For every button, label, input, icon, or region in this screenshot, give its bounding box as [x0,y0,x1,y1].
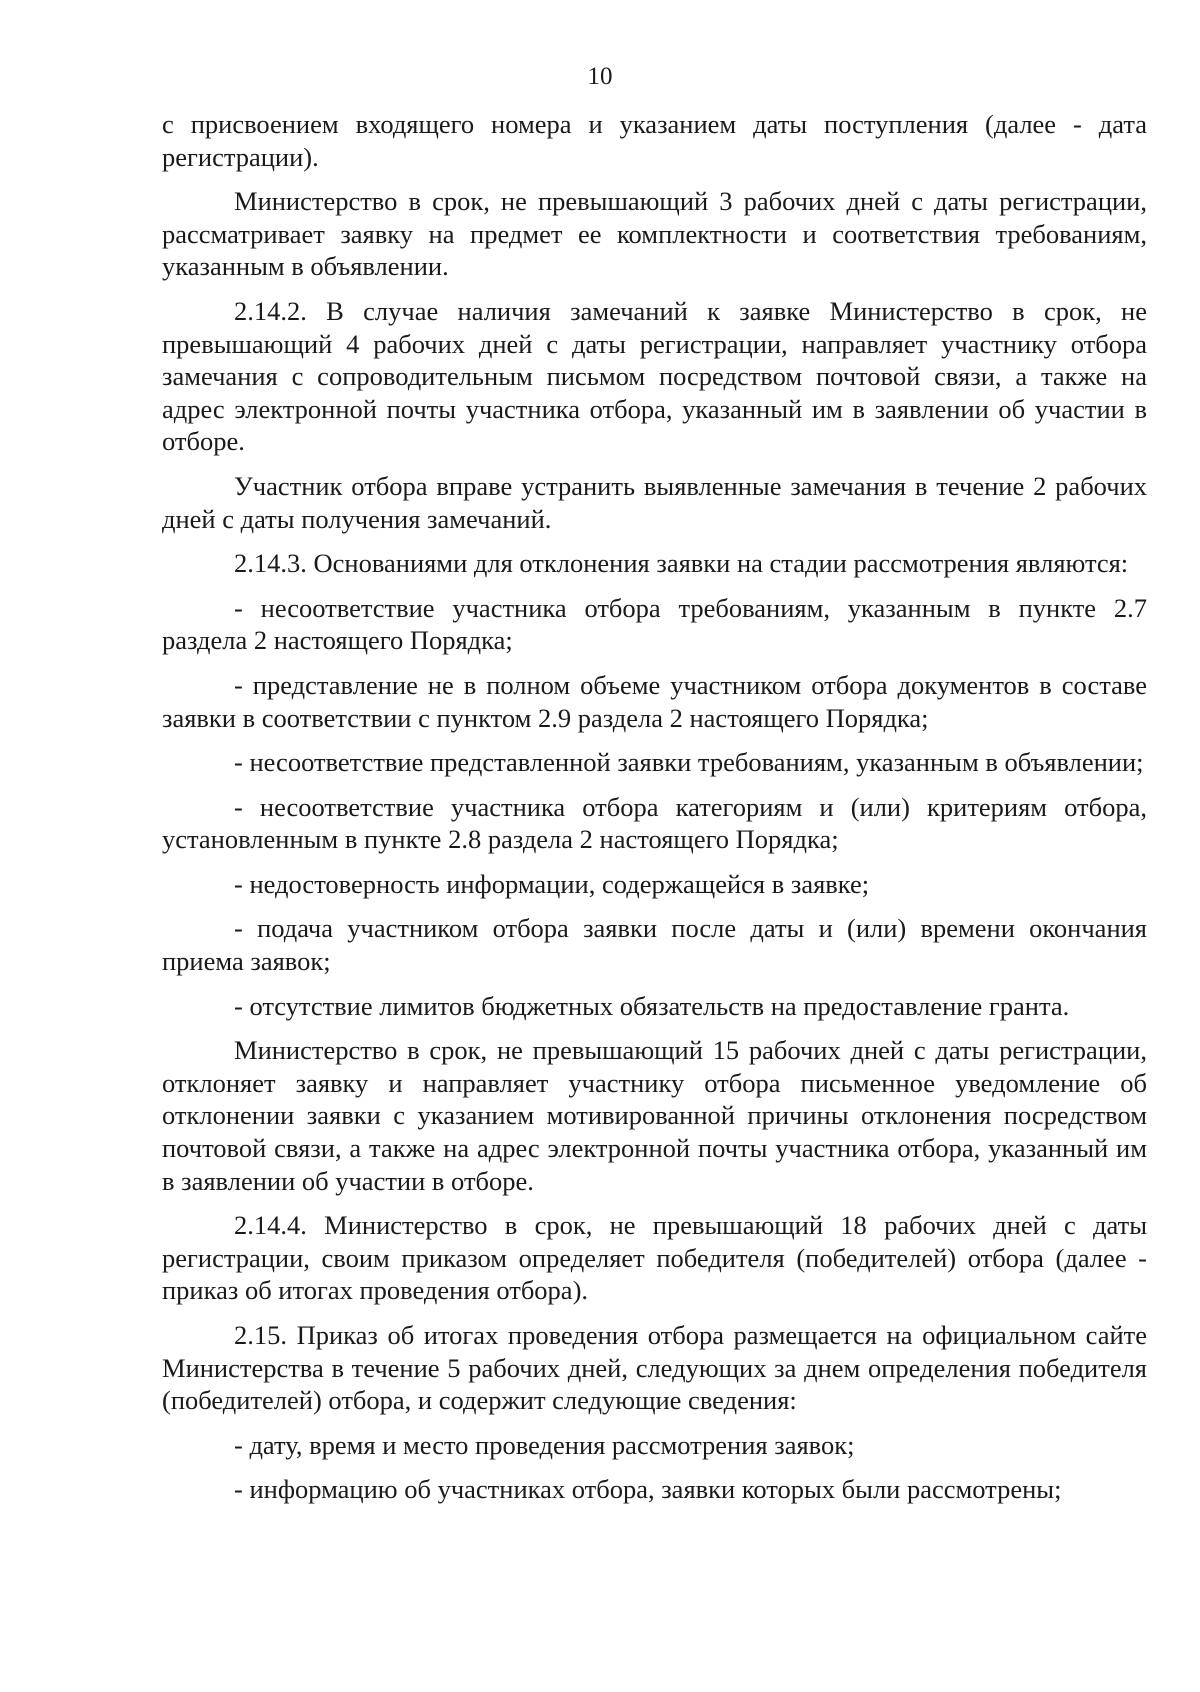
list-item: - несоответствие представленной заявки требованиям, указанным в объявлении; [234,747,1144,778]
list-item: - отсутствие лимитов бюджетных обязательств на предоставление гранта. [234,990,1070,1021]
paragraph: Министерство в срок, не превышающий 3 рабочих дней с даты регистрации, рассматривает заявку на предмет ее комплектности и соответствия требованиям, указанным в объявлении. [162,186,1147,282]
document-body [162,108,1147,1518]
paragraph-continuation: с присвоением входящего номера и указанием даты поступления (далее - дата регистрации). [162,109,1147,172]
list-item: - несоответствие участника отбора требованиям, указанным в пункте 2.7 раздела 2 настоящего Порядка; [162,592,1147,656]
list-item: - информацию об участниках отбора, заявки которых были рассмотрены; [234,1474,1062,1505]
paragraph-2-14-3: 2.14.3. Основаниями для отклонения заявки на стадии рассмотрения являются: [234,548,1129,579]
paragraph-2-14-4: 2.14.4. Министерство в срок, не превышающий 18 рабочих дней с даты регистрации, своим приказом определяет победителя (победителей) отбора (далее - приказ об итогах проведения отбора). [162,1210,1147,1306]
page-number: 10 [587,63,613,90]
list-item: - представление не в полном объеме участником отбора документов в составе заявки в соответствии с пунктом 2.9 раздела 2 настоящего Порядка; [162,669,1147,733]
list-item: - несоответствие участника отбора категориям и (или) критериям отбора, установленным в пункте 2.8 раздела 2 настоящего Порядка; [162,791,1147,855]
paragraph-2-14-2: 2.14.2. В случае наличия замечаний к заявке Министерство в срок, не превышающий 4 рабочих дней с даты регистрации, направляет участнику отбора замечания с сопроводительным письмом посредством почтовой связи, а также на адрес электронной почты участника отбора, указанный им в заявлении об участии в отборе. [162,295,1147,457]
paragraph: Участник отбора вправе устранить выявленные замечания в течение 2 рабочих дней с даты получения замечаний. [162,470,1147,534]
list-item: - подача участником отбора заявки после даты и (или) времени окончания приема заявок; [162,913,1147,977]
list-item: - дату, время и место проведения рассмотрения заявок; [234,1429,855,1460]
paragraph-2-15: 2.15. Приказ об итогах проведения отбора размещается на официальном сайте Министерства в течение 5 рабочих дней, следующих за днем определения победителя (победителей) отбора, и содержит следующие сведения: [162,1320,1147,1416]
list-item: - недостоверность информации, содержащейся в заявке; [234,868,870,899]
paragraph: Министерство в срок, не превышающий 15 рабочих дней с даты регистрации, отклоняет заявку и направляет участнику отбора письменное уведомление об отклонении заявки с указанием мотивированной причины отклонения посредством почтовой связи, а также на адрес электронной почты участника отбора, указанный им в заявлении об участии в отборе. [162,1035,1147,1196]
